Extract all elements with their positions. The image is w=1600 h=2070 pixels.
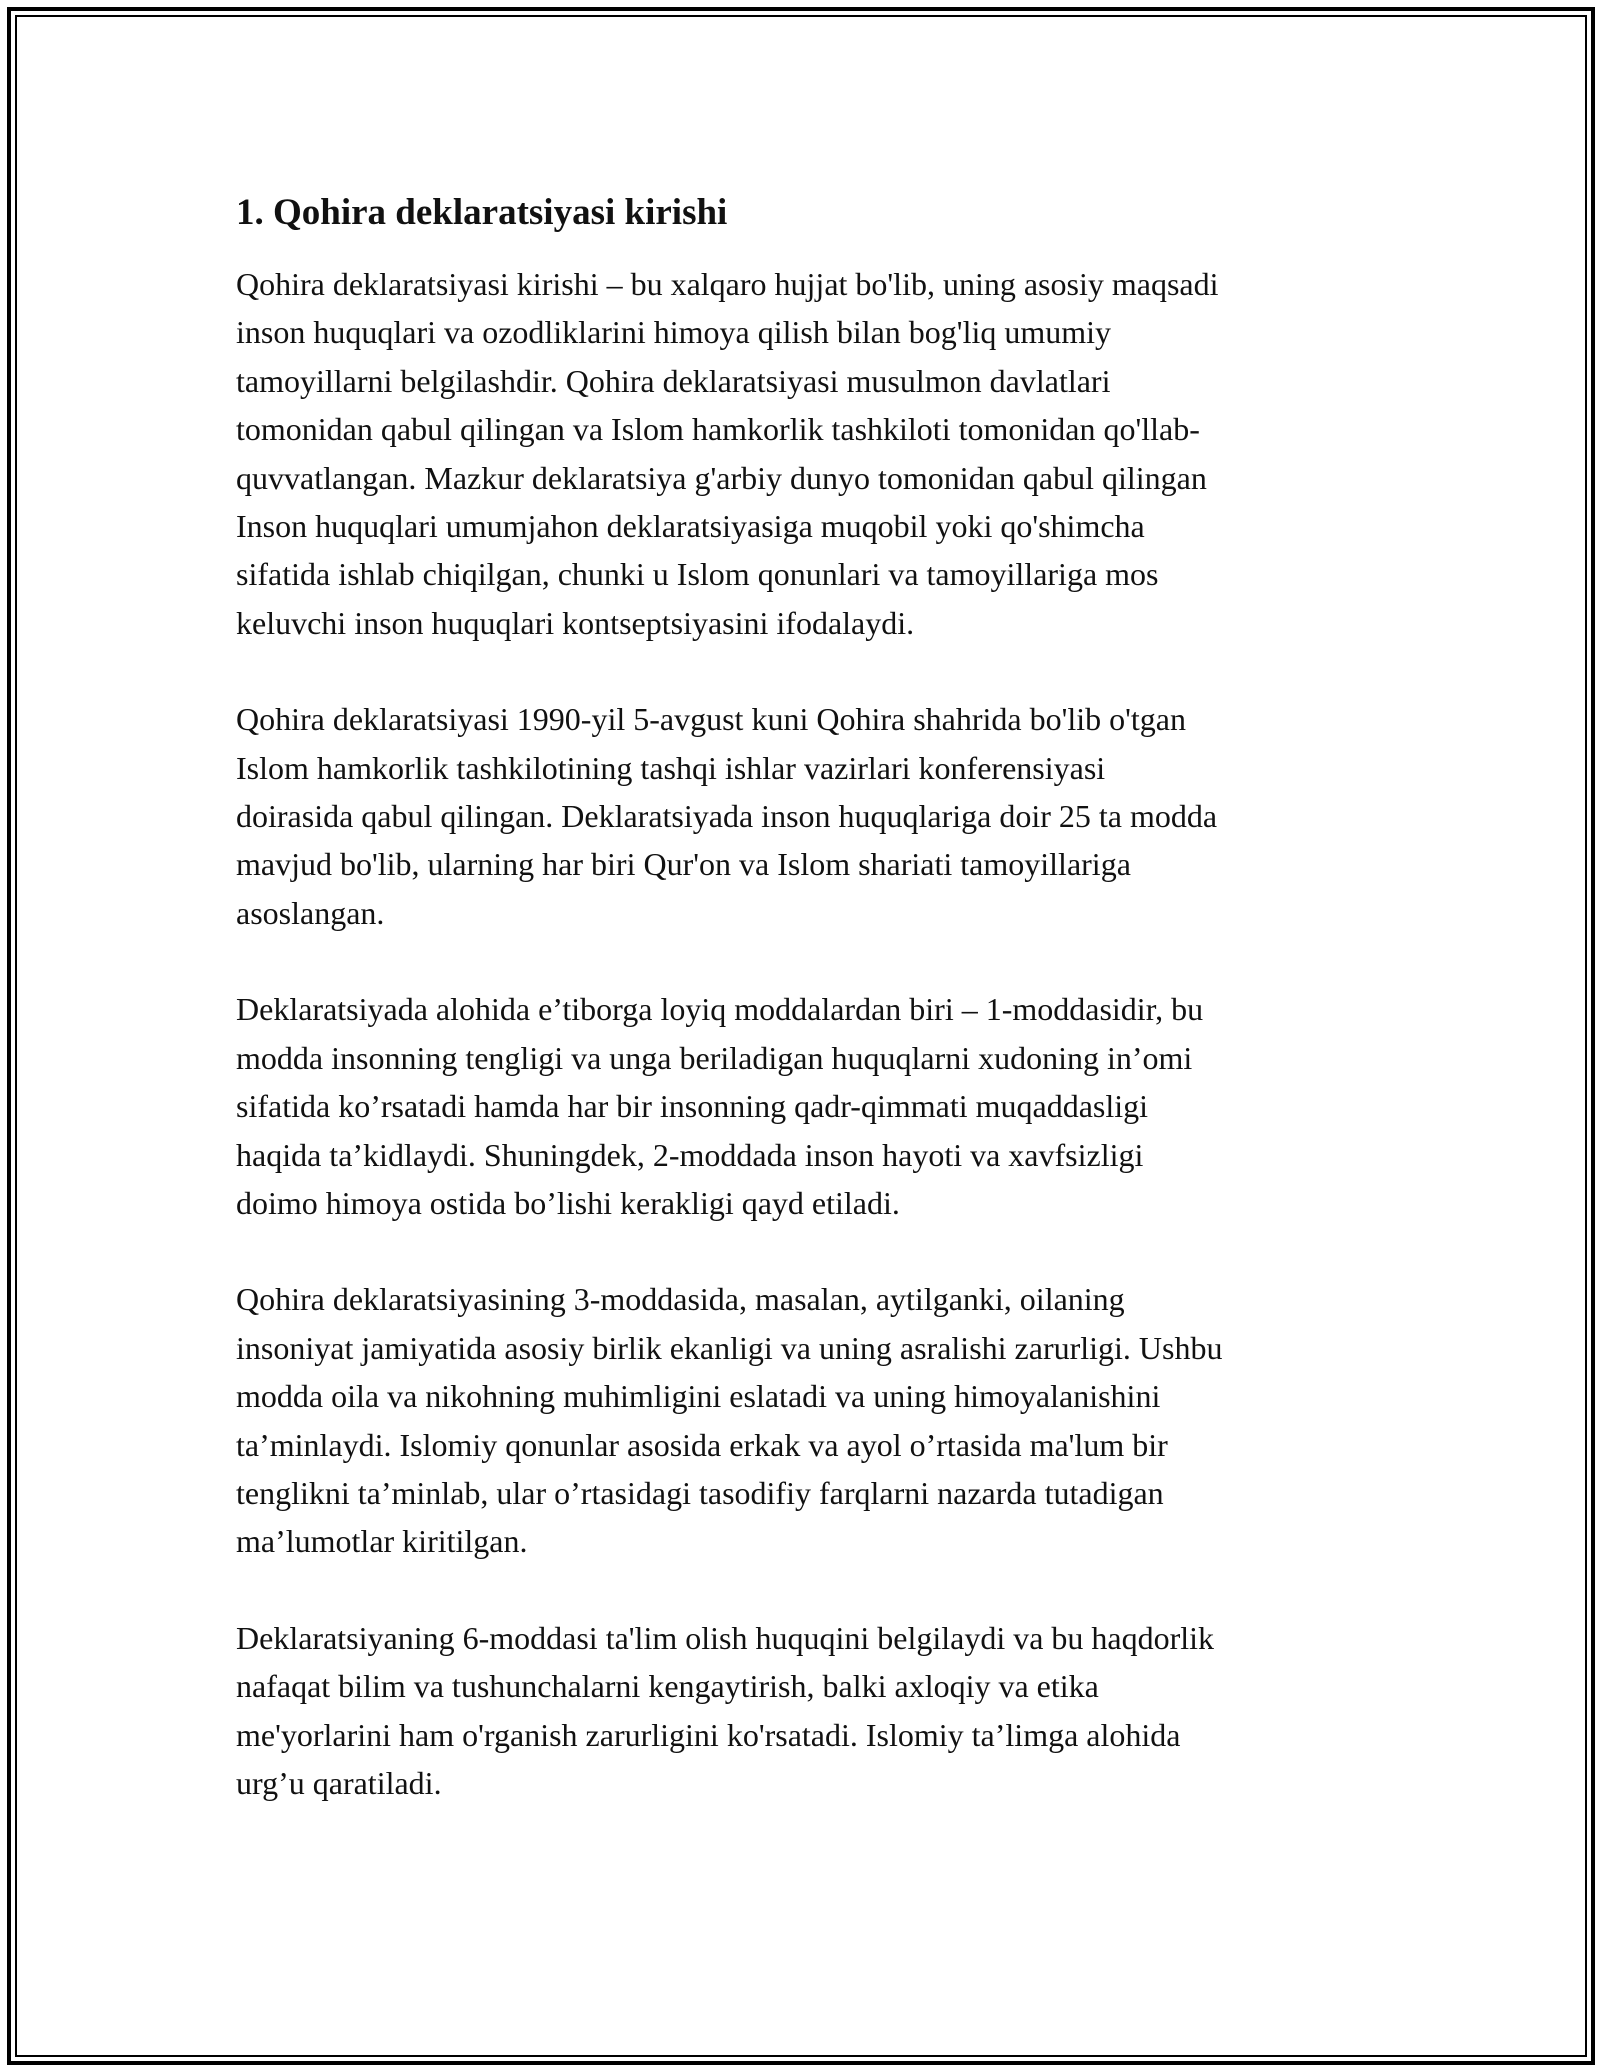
text-line: Islom hamkorlik tashkilotining tashqi ishlar vazirlari konferensiyasi	[236, 749, 1106, 786]
text-line: quvvatlangan. Mazkur deklaratsiya g'arbiy dunyo tomonidan qabul qilingan	[236, 459, 1207, 496]
text-line: modda oila va nikohning muhimligini eslatadi va uning himoyalanishini	[236, 1378, 1161, 1415]
text-line: inson huquqlari va ozodliklarini himoya qilish bilan bog'liq umumiy	[236, 314, 1112, 351]
text-line: ma’lumotlar kiritilgan.	[236, 1523, 528, 1560]
text-line: asoslangan.	[236, 894, 385, 931]
text-line: Deklaratsiyaning 6-moddasi ta'lim olish huquqini belgilaydi va bu haqdorlik	[236, 1619, 1215, 1656]
text-line: Qohira deklaratsiyasi kirishi – bu xalqaro hujjat bo'lib, uning asosiy maqsadi	[236, 266, 1219, 302]
paragraph-article-6	[236, 1614, 1376, 1808]
text-line: mavjud bo'lib, ularning har biri Qur'on va Islom shariati tamoyillariga	[236, 846, 1131, 883]
text-line: me'yorlarini ham o'rganish zarurligini ko'rsatadi. Islomiy ta’limga alohida	[236, 1716, 1181, 1753]
text-line: haqida ta’kidlaydi. Shuningdek, 2-moddada inson hayoti va xavfsizligi	[236, 1136, 1144, 1173]
paragraph-articles-1-2	[236, 985, 1376, 1227]
text-line: modda insonning tengligi va unga beriladigan huquqlarni xudoning in’omi	[236, 1039, 1193, 1076]
paragraph-article-3	[236, 1275, 1376, 1565]
text-line: doimo himoya ostida bo’lishi kerakligi qayd etiladi.	[236, 1184, 900, 1221]
text-line: tenglikni ta’minlab, ular o’rtasidagi tasodifiy farqlarni nazarda tutadigan	[236, 1474, 1164, 1511]
section-heading: 1. Qohira deklaratsiyasi kirishi	[236, 192, 728, 233]
text-line: insoniyat jamiyatida asosiy birlik ekanligi va uning asralishi zarurligi. Ushbu	[236, 1329, 1223, 1366]
text-line: nafaqat bilim va tushunchalarni kengaytirish, balki axloqiy va etika	[236, 1668, 1099, 1705]
text-line: sifatida ko’rsatadi hamda har bir insonning qadr-qimmati muqaddasligi	[236, 1088, 1149, 1125]
paragraph-intro	[236, 260, 1376, 647]
text-line: Inson huquqlari umumjahon deklaratsiyasiga muqobil yoki qo'shimcha	[236, 508, 1145, 545]
text-line: tomonidan qabul qilingan va Islom hamkorlik tashkiloti tomonidan qo'llab-	[236, 411, 1200, 448]
text-line: ta’minlaydi. Islomiy qonunlar asosida erkak va ayol o’rtasida ma'lum bir	[236, 1426, 1168, 1463]
text-line: Qohira deklaratsiyasining 3-moddasida, masalan, aytilganki, oilaning	[236, 1281, 1125, 1318]
text-line: urg’u qaratiladi.	[236, 1764, 442, 1801]
paragraph-adoption	[236, 695, 1376, 937]
text-line: Qohira deklaratsiyasi 1990-yil 5-avgust kuni Qohira shahrida bo'lib o'tgan	[236, 701, 1186, 738]
document-body	[236, 188, 1376, 1855]
text-line: tamoyillarni belgilashdir. Qohira deklaratsiyasi musulmon davlatlari	[236, 362, 1111, 399]
text-line: Deklaratsiyada alohida e’tiborga loyiq moddalardan biri – 1-moddasidir, bu	[236, 991, 1204, 1028]
text-line: sifatida ishlab chiqilgan, chunki u Islom qonunlari va tamoyillariga mos	[236, 556, 1159, 593]
text-line: keluvchi inson huquqlari kontseptsiyasini ifodalaydi.	[236, 604, 915, 641]
text-line: doirasida qabul qilingan. Deklaratsiyada inson huquqlariga doir 25 ta modda	[236, 798, 1218, 835]
